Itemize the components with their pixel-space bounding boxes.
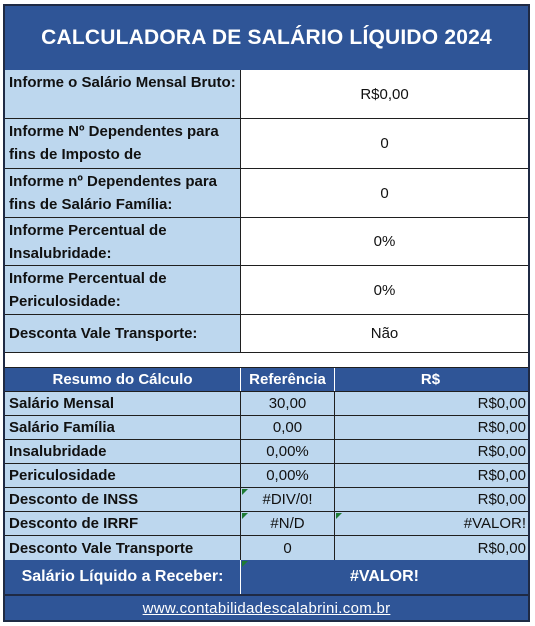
row-reference[interactable] (241, 512, 335, 535)
error-indicator-icon (242, 489, 248, 495)
row-amount-text: #VALOR! (463, 515, 526, 532)
gross-salary-label: Informe o Salário Mensal Bruto: (5, 70, 241, 118)
header-reference: Referência (241, 368, 335, 391)
row-label: Desconto de IRRF (5, 512, 241, 535)
net-salary-value-text: #VALOR! (349, 568, 420, 585)
row-label: Desconto Vale Transporte (5, 536, 241, 560)
table-row (5, 464, 528, 488)
row-reference[interactable]: 30,00 (241, 392, 335, 415)
input-row-insalubrity (5, 218, 528, 266)
section-spacer (5, 352, 528, 368)
row-amount[interactable]: R$0,00 (477, 539, 526, 557)
periculosity-input[interactable]: 0% (241, 266, 528, 314)
gross-salary-input[interactable]: R$0,00 (241, 70, 528, 118)
insalubrity-label: Informe Percentual de Insalubridade: (5, 218, 241, 265)
summary-table (5, 368, 528, 560)
error-indicator-icon (242, 561, 248, 567)
tax-dependents-input[interactable]: 0 (241, 119, 528, 168)
row-reference[interactable]: 0,00 (241, 416, 335, 439)
input-row-family-dependents (5, 169, 528, 218)
input-row-gross-salary (5, 70, 528, 119)
net-salary-label: Salário Líquido a Receber: (5, 560, 241, 594)
family-dependents-label: Informe nº Dependentes para fins de Salário Família: (5, 169, 241, 217)
input-row-periculosity (5, 266, 528, 315)
table-row (5, 392, 528, 416)
row-label: Insalubridade (5, 440, 241, 463)
row-amount[interactable]: R$0,00 (477, 443, 526, 460)
row-amount[interactable]: R$0,00 (477, 419, 526, 436)
summary-header-row (5, 368, 528, 392)
input-row-transport (5, 315, 528, 352)
error-indicator-icon (336, 513, 342, 519)
row-reference-text: #N/D (270, 515, 305, 532)
row-label: Salário Mensal (5, 392, 241, 415)
row-amount[interactable]: R$0,00 (477, 467, 526, 484)
header-summary: Resumo do Cálculo (5, 368, 241, 391)
footer (5, 596, 528, 620)
website-link[interactable]: www.contabilidadescalabrini.com.br (142, 599, 391, 617)
row-reference-text: #DIV/0! (262, 491, 313, 508)
input-section (5, 70, 528, 352)
net-salary-row (5, 560, 528, 596)
calculator-sheet (3, 4, 530, 622)
row-reference[interactable]: 0 (241, 536, 335, 560)
insalubrity-input[interactable]: 0% (241, 218, 528, 265)
table-row (5, 416, 528, 440)
input-row-tax-dependents (5, 119, 528, 169)
row-reference[interactable] (241, 488, 335, 511)
table-row (5, 536, 528, 560)
net-salary-value[interactable] (241, 560, 528, 594)
tax-dependents-label: Informe Nº Dependentes para fins de Imposto de (5, 119, 241, 168)
transport-select[interactable]: Não (241, 315, 528, 352)
row-label: Periculosidade (5, 464, 241, 487)
calculator-title: CALCULADORA DE SALÁRIO LÍQUIDO 2024 (5, 6, 528, 70)
row-amount[interactable]: R$0,00 (477, 395, 526, 412)
table-row (5, 440, 528, 464)
header-amount: R$ (420, 371, 441, 388)
row-reference[interactable]: 0,00% (241, 440, 335, 463)
periculosity-label: Informe Percentual de Periculosidade: (5, 266, 241, 314)
row-label: Desconto de INSS (5, 488, 241, 511)
row-amount[interactable]: R$0,00 (477, 491, 526, 508)
family-dependents-input[interactable]: 0 (241, 169, 528, 217)
row-amount[interactable] (335, 512, 528, 535)
table-row (5, 488, 528, 512)
transport-label: Desconta Vale Transporte: (5, 315, 241, 352)
row-reference[interactable]: 0,00% (241, 464, 335, 487)
table-row (5, 512, 528, 536)
error-indicator-icon (242, 513, 248, 519)
row-label: Salário Família (5, 416, 241, 439)
